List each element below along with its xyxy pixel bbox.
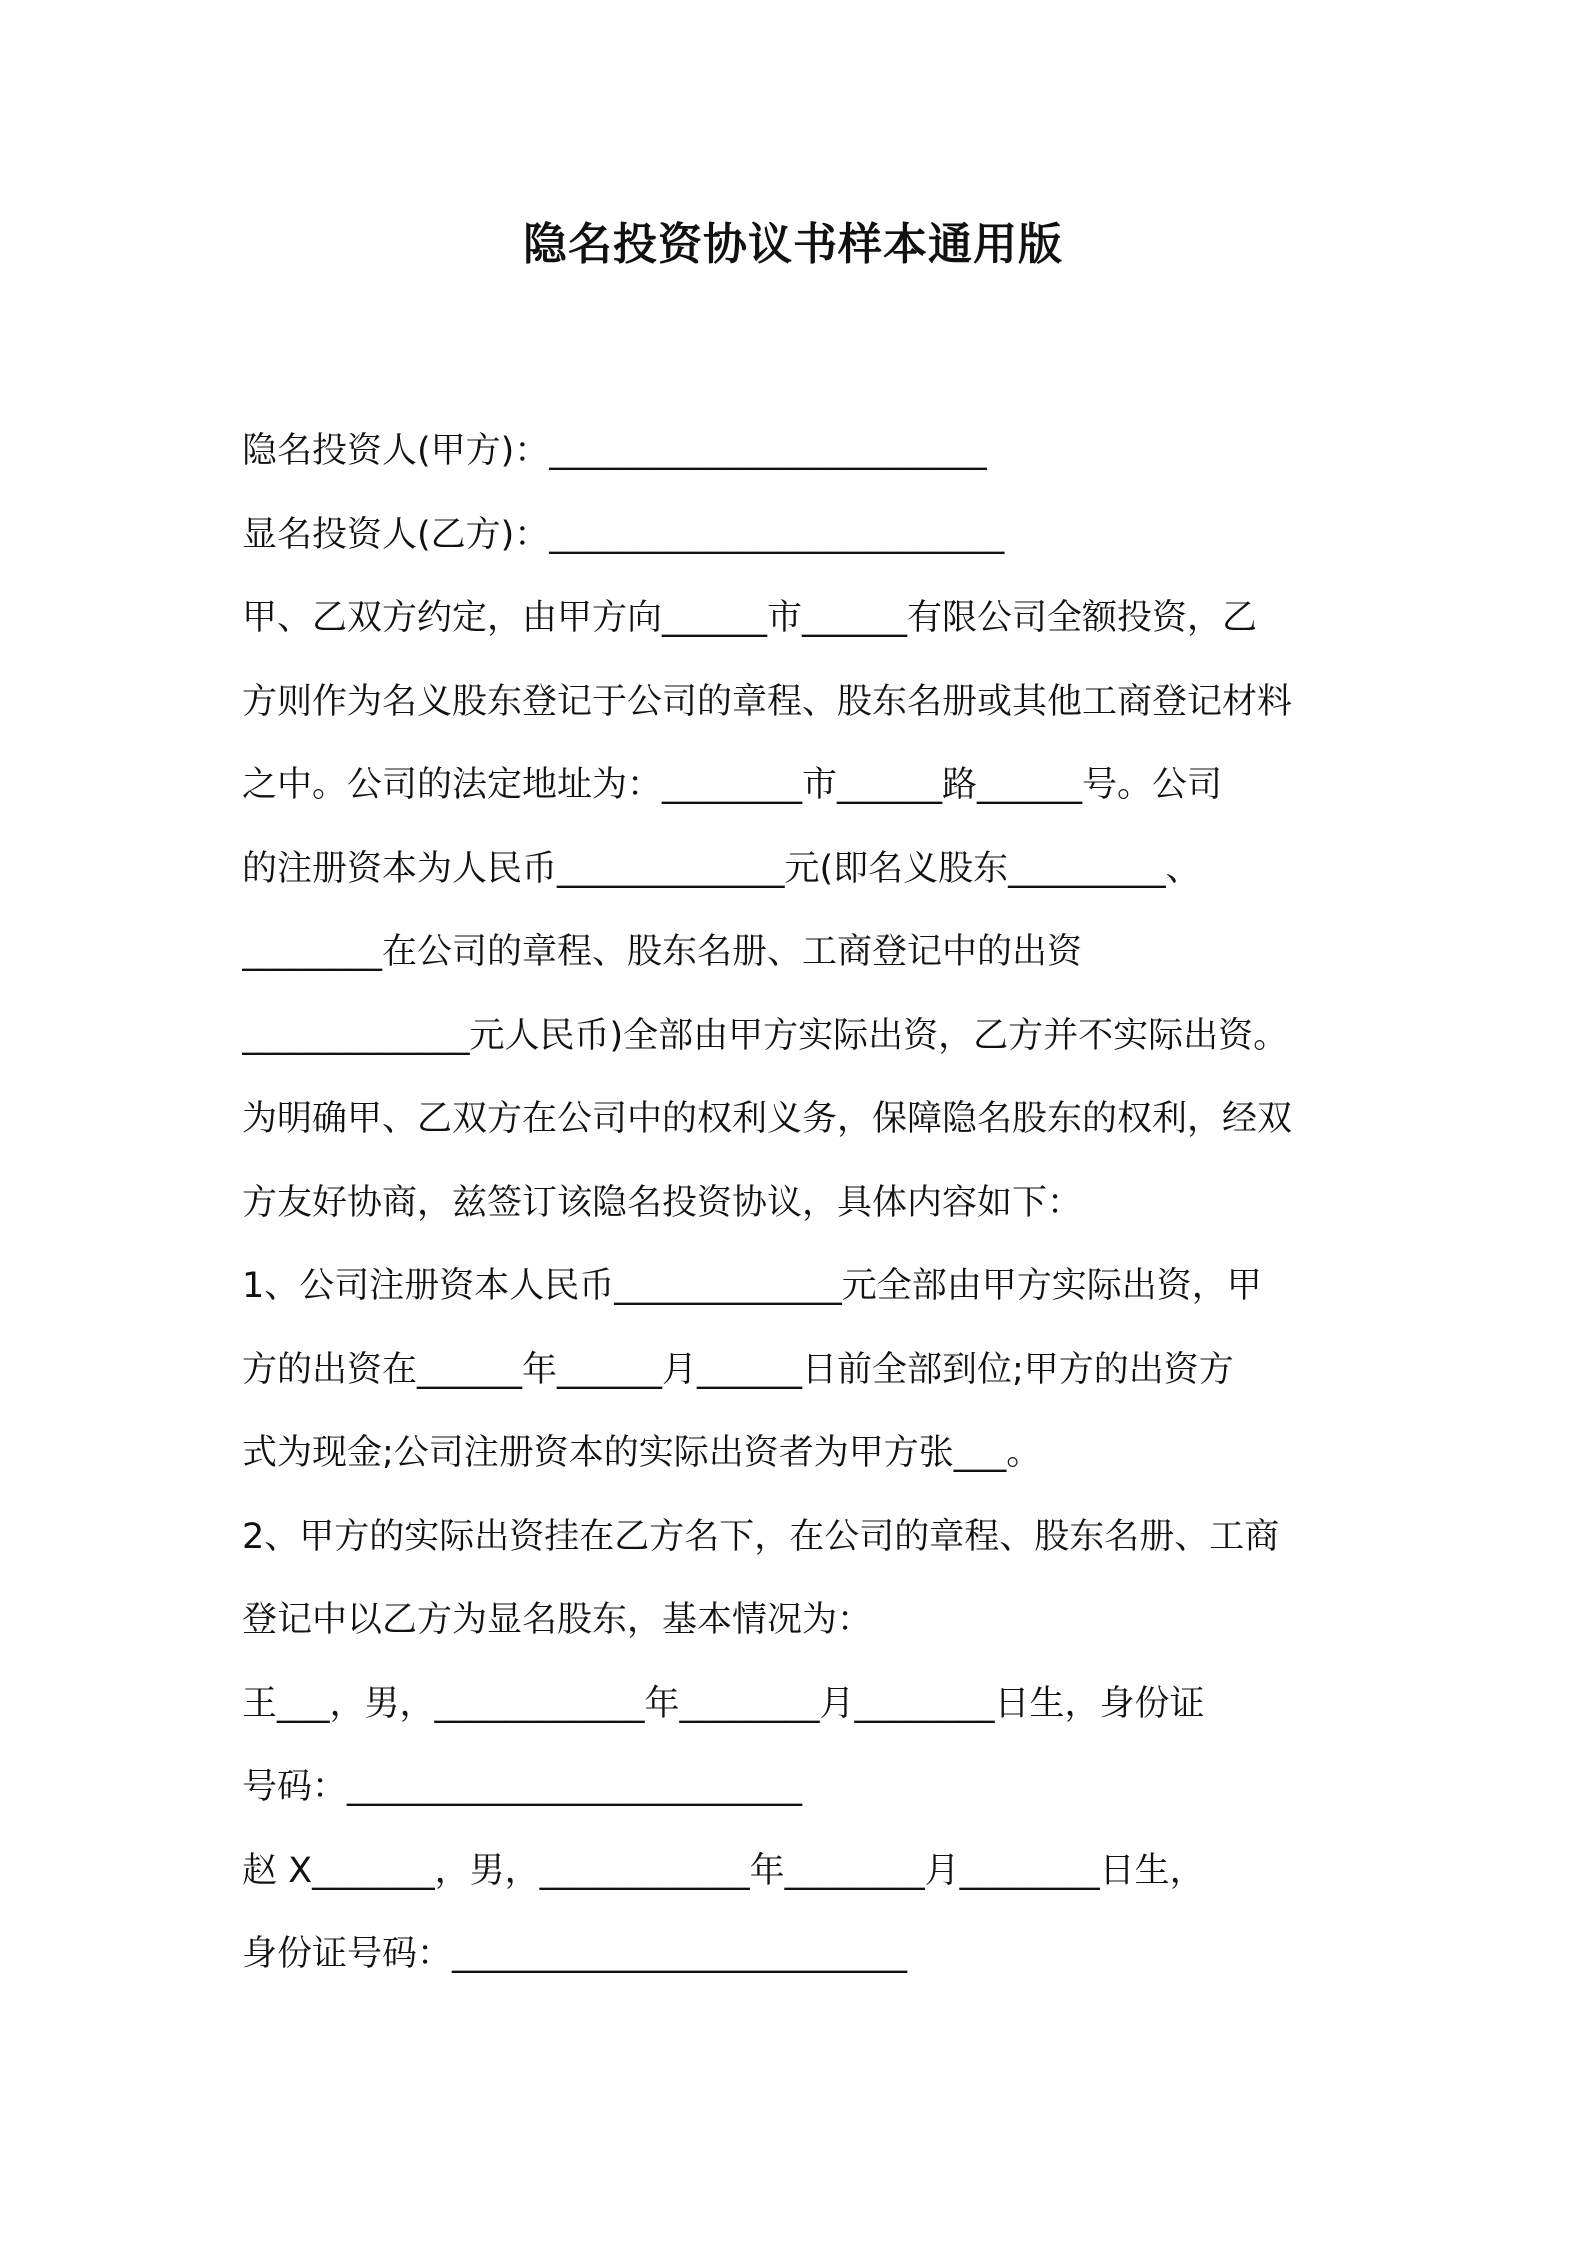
clause-1-line: 方的出资在______年______月______日前全部到位;甲方的出资方 (242, 1349, 1234, 1390)
preamble-line: 为明确甲、乙双方在公司中的权利义务，保障隐名股东的权利，经双 (242, 1099, 1293, 1139)
preamble-line: 甲、乙双方约定，由甲方向______市______有限公司全额投资，乙 (242, 598, 1258, 638)
shareholder-zhao-line: 赵 X_______，男，____________年________月________日生， (242, 1850, 1205, 1891)
document-body (242, 410, 1362, 1997)
preamble-line: 方则作为名义股东登记于公司的章程、股东名册或其他工商登记材料 (242, 681, 1293, 722)
party-a-line: 隐名投资人(甲方)：_________________________ (242, 431, 987, 471)
preamble-line: ________在公司的章程、股东名册、工商登记中的出资 (242, 932, 1083, 972)
preamble-line: 的注册资本为人民币_____________元(即名义股东_________、 (242, 848, 1201, 889)
clause-2-line: 2、甲方的实际出资挂在乙方名下，在公司的章程、股东名册、工商 (242, 1516, 1280, 1557)
preamble-line: 方友好协商，兹签订该隐名投资协议，具体内容如下： (242, 1182, 1083, 1223)
preamble-line: 之中。公司的法定地址为：________市______路______号。公司 (242, 765, 1223, 805)
shareholder-wang-line: 王___，男，____________年________月________日生，身份证 (242, 1683, 1205, 1724)
preamble-line: _____________元人民币)全部由甲方实际出资，乙方并不实际出资。 (242, 1015, 1289, 1056)
clause-2-line: 登记中以乙方为显名股东，基本情况为： (242, 1600, 873, 1640)
shareholder-wang-id-line: 号码：__________________________ (242, 1767, 803, 1807)
clause-1-line: 1、公司注册资本人民币_____________元全部由甲方实际出资，甲 (242, 1266, 1262, 1306)
document-title: 隐名投资协议书样本通用版 (523, 219, 1063, 270)
clause-1-line: 式为现金;公司注册资本的实际出资者为甲方张___。 (242, 1433, 1042, 1473)
party-b-line: 显名投资人(乙方)：__________________________ (242, 514, 1005, 555)
shareholder-zhao-id-line: 身份证号码：__________________________ (242, 1934, 908, 1974)
